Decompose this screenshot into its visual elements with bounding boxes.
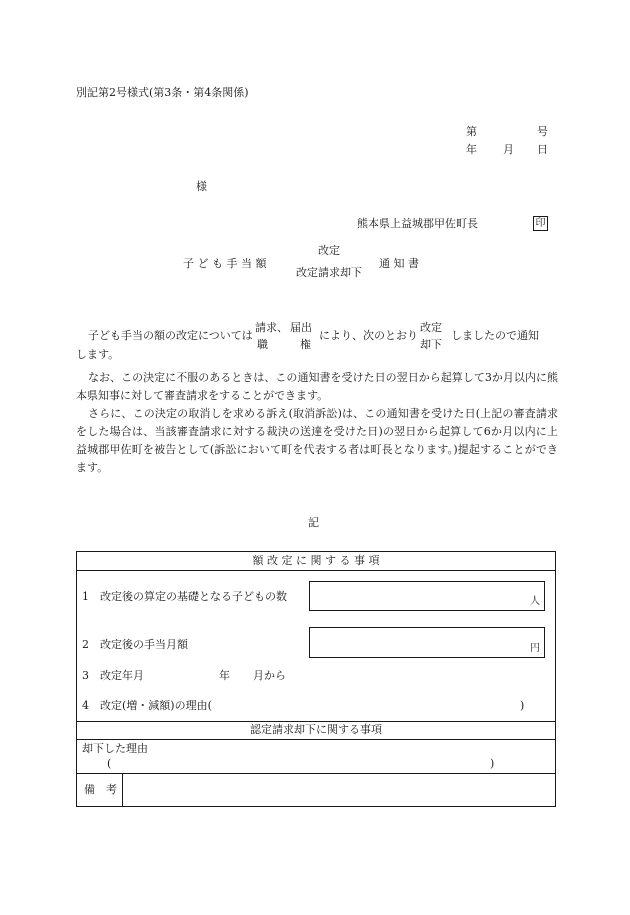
divider (77, 721, 555, 722)
body-paragraph-lawsuit: さらに、この決定の取消しを求める訴え(取消訴訟)は、この通知書を受けた日(上記の審査請求をした場合は、当該審査請求に対する裁決の送達を受けた日)の翌日から起算して6か月以内に上益城郡甲佐町を被告として(訴訟において町を代表する者は町長となります。)提起することができます。 (76, 407, 558, 474)
divider (77, 570, 555, 571)
reject-open-paren: ( (107, 757, 112, 770)
child-count-field[interactable] (309, 581, 545, 611)
item3-month: 月から (253, 669, 286, 682)
title-option-revise: 改定 (318, 244, 340, 257)
date-year: 年 (466, 143, 477, 156)
body-p1-part1: 子ども手当の額の改定については (88, 329, 253, 342)
divider (77, 739, 555, 740)
p1-option-c-bottom: 却下 (420, 338, 442, 351)
reject-reason-label: 却下した理由 (82, 742, 148, 755)
p1-option-a-bottom: 職 (257, 338, 268, 351)
seal-mark: 印 (533, 216, 548, 231)
doc-number-suffix: 号 (537, 125, 548, 138)
item3-year: 年 (219, 669, 230, 682)
details-table (76, 551, 556, 807)
form-label: 別記第2号様式(第3条・第4条関係) (76, 86, 249, 99)
item3-label: 3 改定年月 (82, 669, 144, 682)
issuer-name: 熊本県上益城郡甲佐町長 (357, 217, 478, 230)
remarks-field[interactable] (123, 774, 555, 806)
unit-person: 人 (530, 596, 540, 607)
item4-close-paren: ) (520, 699, 525, 712)
p1-option-b-bottom: 権 (300, 338, 311, 351)
unit-yen: 円 (530, 643, 540, 654)
body-p1-part3: しましたので通知 (451, 329, 539, 342)
remarks-label: 備 考 (84, 783, 117, 796)
ki-heading: 記 (308, 516, 319, 529)
title-suffix: 通 知 書 (379, 257, 419, 270)
section2-header: 認定請求却下に関する事項 (250, 723, 382, 736)
date-month: 月 (503, 143, 514, 156)
doc-number-prefix: 第 (466, 125, 477, 138)
item2-label: 2 改定後の手当月額 (82, 638, 188, 651)
p1-option-b-top: 届出 (290, 321, 312, 334)
body-p1-part2: により、次のとおり (319, 329, 418, 342)
item1-label: 1 改定後の算定の基礎となる子どもの数 (82, 590, 287, 603)
recipient-suffix: 様 (196, 180, 207, 193)
reject-close-paren: ) (490, 757, 495, 770)
monthly-allowance-field[interactable] (309, 627, 545, 658)
title-main: 子 ど も 手 当 額 (183, 257, 267, 270)
body-p1-continuation: します。 (76, 348, 120, 361)
p1-option-a-top: 請求、 (255, 321, 288, 334)
section1-header: 額 改 定 に 関 す る 事 項 (252, 554, 380, 567)
p1-option-c-top: 改定 (420, 321, 442, 334)
body-paragraph-appeal: なお、この決定に不服のあるときは、この通知書を受けた日の翌日から起算して3か月以内に熊本県知事に対して審査請求をすることができます。 (76, 371, 558, 402)
date-day: 日 (537, 143, 548, 156)
title-option-reject: 改定請求却下 (296, 266, 362, 279)
item4-label: 4 改定(増・減額)の理由( (82, 699, 212, 712)
